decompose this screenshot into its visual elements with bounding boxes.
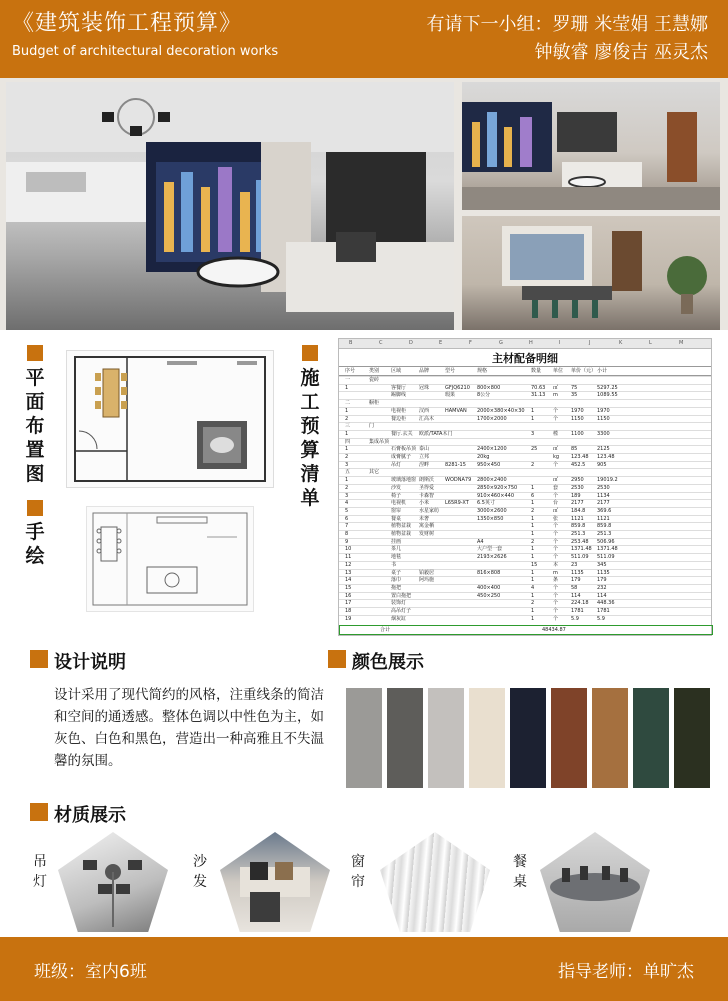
budget-cell: 5.9: [597, 615, 605, 622]
budget-cell: 电视柜: [391, 407, 407, 414]
budget-cell: 三: [345, 423, 351, 430]
budget-cell: 樘: [553, 430, 559, 437]
budget-row-divider: [339, 438, 711, 439]
budget-cell: 910×460×440: [477, 492, 515, 499]
budget-cell: 25: [531, 446, 538, 453]
budget-cell: 植物盆栽: [391, 523, 412, 530]
design-description: 设计采用了现代简约的风格，注重线条的简洁和空间的通透感。整体色调以中性色为主，如灰色、白色和黑色，营造出一种高雅且不失温馨的氛围。: [54, 687, 324, 769]
budget-cell: 寓金栖: [419, 523, 435, 530]
budget-cell: 1970: [597, 407, 610, 414]
budget-cell: 冠珠: [419, 384, 430, 391]
budget-cell: 179: [571, 577, 581, 584]
budget-cell: 7: [345, 523, 349, 530]
budget-cell: 184.8: [571, 507, 586, 514]
material-label-chandelier: 吊灯: [33, 854, 47, 890]
budget-cell: 未奢: [419, 515, 430, 522]
budget-cell: L65R9-XT: [445, 500, 469, 507]
budget-section-label: 施工预算清单: [300, 367, 320, 509]
budget-cell: 立邦: [419, 454, 430, 460]
budget-cell: 泰山: [419, 446, 430, 453]
design-section-marker: [30, 650, 48, 668]
budget-cell: 拖把: [391, 584, 402, 591]
hand-drawing-section-label: 手绘: [25, 521, 45, 567]
budget-cell: 餐边柜: [391, 415, 407, 422]
budget-cell: ㎡: [553, 507, 559, 514]
budget-cell: 251.3: [597, 531, 612, 537]
budget-cell: 13: [345, 569, 352, 576]
budget-cell: 个: [553, 531, 559, 537]
poster-title: 《建筑装饰工程预算》: [12, 11, 243, 36]
budget-cell: 114: [571, 592, 581, 599]
budget-cell: 个: [553, 461, 559, 468]
budget-cell: 1781: [597, 608, 610, 614]
group-members-line2: 钟敏睿 廖俊吉 巫灵杰: [534, 42, 708, 63]
budget-cell: kg: [553, 454, 560, 460]
budget-cell: 本: [553, 561, 559, 568]
budget-cell: 2177: [571, 500, 584, 507]
total-label: 合计: [380, 627, 391, 633]
budget-cell: 1: [345, 384, 349, 391]
budget-cell: 2400×1200: [477, 446, 507, 453]
spreadsheet-column-letter: M: [679, 340, 684, 346]
budget-cell: 1: [531, 546, 535, 553]
budget-cell: 1: [531, 415, 535, 422]
budget-cell: 9: [345, 538, 349, 545]
material-section-marker: [30, 803, 48, 821]
budget-cell: 2: [345, 484, 349, 491]
budget-cell: ㎡: [553, 446, 559, 453]
budget-cell: 8公分: [477, 392, 491, 399]
budget-cell: 一: [345, 377, 351, 383]
spreadsheet-column-letter: K: [619, 340, 623, 346]
spreadsheet-column-letter: F: [469, 340, 472, 346]
budget-cell: 950×450: [477, 461, 501, 468]
budget-cell: 511.09: [571, 554, 589, 561]
budget-cell: 189: [571, 492, 581, 499]
budget-header-cell: 规格: [477, 368, 488, 374]
budget-cell: 1: [531, 569, 535, 576]
budget-cell: 装饰灯: [391, 600, 407, 607]
budget-cell: 3: [345, 461, 349, 468]
budget-cell: 17: [345, 600, 352, 607]
budget-header-cell: 区域: [391, 368, 402, 374]
budget-cell: 2193×2626: [477, 554, 507, 561]
budget-cell: 1781: [571, 608, 584, 614]
budget-cell: 落巾: [391, 577, 402, 584]
budget-cell: 506.96: [597, 538, 615, 545]
budget-cell: 85: [571, 446, 578, 453]
budget-cell: 朗斯沃: [419, 477, 435, 484]
budget-cell: 179: [597, 577, 607, 584]
budget-cell: 1: [531, 577, 535, 584]
budget-cell: 6.5英寸: [477, 500, 495, 507]
budget-cell: 二: [345, 400, 351, 407]
budget-cell: 瑕果: [445, 392, 456, 399]
chandelier-material-image: [58, 832, 168, 932]
budget-cell: 2: [531, 600, 535, 607]
budget-cell: 3300: [597, 430, 610, 437]
budget-cell: 2530: [597, 484, 610, 491]
budget-cell: 1: [531, 407, 535, 414]
budget-cell: 挂画: [391, 538, 402, 545]
color-swatch: [551, 688, 587, 788]
budget-cell: 1089.55: [597, 392, 618, 399]
budget-cell: 1150: [571, 415, 584, 422]
budget-cell: 35: [571, 392, 578, 399]
budget-cell: 1: [531, 515, 535, 522]
budget-cell: 个: [553, 523, 559, 530]
budget-cell: 个: [553, 615, 559, 622]
budget-cell: 1134: [597, 492, 610, 499]
budget-cell: 452.5: [571, 461, 586, 468]
total-value: 48434.87: [542, 627, 566, 633]
sofa-material-image: [220, 832, 330, 932]
budget-cell: 1: [531, 554, 535, 561]
material-label-curtain: 窗帘: [351, 854, 365, 890]
budget-cell: 大户型一套: [477, 546, 503, 553]
budget-table-title: 主材配备明细: [492, 352, 558, 365]
budget-cell: 石膏板吊顶: [391, 446, 417, 453]
budget-cell: 条: [553, 577, 559, 584]
color-swatch: [674, 688, 710, 788]
budget-row-divider: [339, 422, 711, 423]
color-swatch: [346, 688, 382, 788]
spreadsheet-column-header: [339, 339, 711, 349]
budget-cell: 10: [345, 546, 352, 553]
budget-cell: 15: [531, 561, 538, 568]
budget-cell: 511.09: [597, 554, 615, 561]
budget-row-divider: [339, 399, 711, 400]
spreadsheet-column-letter: G: [499, 340, 503, 346]
budget-cell: 张: [553, 515, 559, 522]
design-section-title: 设计说明: [54, 652, 126, 673]
budget-cell: 电视机: [391, 500, 407, 507]
teacher-info: 指导老师：单旷杰: [558, 962, 694, 982]
budget-cell: 1: [531, 531, 535, 537]
budget-cell: 客餐厅: [391, 384, 407, 391]
class-info: 班级：室内6班: [34, 962, 147, 982]
budget-cell: 个: [553, 600, 559, 607]
budget-cell: 1371.48: [571, 546, 592, 553]
material-label-sofa: 沙发: [193, 854, 207, 890]
budget-cell: 发财树: [419, 531, 435, 537]
budget-cell: 18: [345, 608, 352, 614]
budget-cell: 1: [345, 430, 349, 437]
budget-cell: 小米: [419, 500, 430, 507]
budget-cell: 3: [345, 492, 349, 499]
budget-cell: 1150: [597, 415, 610, 422]
budget-cell: 70.63: [531, 384, 546, 391]
budget-cell: 1: [531, 523, 535, 530]
budget-cell: 1100: [571, 430, 584, 437]
budget-cell: 2: [531, 461, 535, 468]
budget-cell: m: [553, 392, 558, 399]
budget-cell: 阿玛施: [419, 577, 435, 584]
budget-cell: 1700×2000: [477, 415, 507, 422]
budget-cell: 踢脚线: [391, 392, 407, 399]
budget-spreadsheet: [338, 338, 712, 636]
budget-cell: 251.3: [571, 531, 586, 537]
budget-cell: 2: [531, 538, 535, 545]
color-swatch: [592, 688, 628, 788]
budget-cell: 2: [345, 454, 349, 460]
color-swatch: [387, 688, 423, 788]
budget-cell: 1: [345, 446, 349, 453]
budget-cell: 1970: [571, 407, 584, 414]
budget-total-row: [339, 625, 713, 635]
spreadsheet-column-letter: C: [379, 340, 383, 346]
budget-cell: 2125: [597, 446, 610, 453]
budget-cell: 31.13: [531, 392, 546, 399]
budget-cell: 烟灰缸: [391, 615, 407, 622]
budget-cell: 253.48: [571, 538, 589, 545]
budget-cell: 个: [553, 592, 559, 599]
budget-cell: ㎡: [553, 477, 559, 484]
budget-cell: 450×250: [477, 592, 501, 599]
budget-cell: 1371.48: [597, 546, 618, 553]
color-swatch: [428, 688, 464, 788]
hand-drawing-section-marker: [27, 500, 43, 516]
budget-cell: 905: [597, 461, 607, 468]
budget-header-cell: 类别: [369, 368, 380, 374]
color-section-marker: [328, 650, 346, 668]
color-swatch: [469, 688, 505, 788]
budget-cell: 椅子: [391, 492, 402, 499]
budget-cell: 123.48: [597, 454, 615, 460]
budget-cell: 8281-15: [445, 461, 466, 468]
budget-cell: 2950: [571, 477, 584, 484]
budget-cell: 地毯: [391, 554, 402, 561]
living-room-render-main: [6, 82, 454, 330]
budget-cell: 1135: [571, 569, 584, 576]
budget-cell: 个: [553, 554, 559, 561]
budget-cell: 800×800: [477, 384, 501, 391]
budget-cell: 345: [597, 561, 607, 568]
budget-cell: 4: [531, 584, 535, 591]
dining-room-render: [462, 216, 720, 330]
budget-cell: 个: [553, 608, 559, 614]
budget-cell: 汉西: [419, 407, 430, 414]
budget-cell: 餐厅.玄关: [391, 430, 413, 437]
hand-drawn-plan: [86, 506, 254, 612]
spreadsheet-column-letter: E: [439, 340, 443, 346]
material-section-title: 材质展示: [54, 805, 126, 826]
budget-cell: GFJQ6210: [445, 384, 470, 391]
budget-cell: 置白拖把: [391, 592, 412, 599]
spreadsheet-column-letter: I: [559, 340, 561, 346]
budget-cell: 232: [597, 584, 607, 591]
budget-cell: 16: [345, 592, 352, 599]
budget-cell: 859.8: [597, 523, 612, 530]
budget-cell: 448.36: [597, 600, 615, 607]
budget-cell: 224.18: [571, 600, 589, 607]
budget-cell: 123.48: [571, 454, 589, 460]
budget-cell: 2: [345, 415, 349, 422]
budget-cell: 套: [553, 484, 559, 491]
budget-cell: 个: [553, 546, 559, 553]
budget-cell: 铂毅居: [419, 569, 435, 576]
budget-header-cell: 单位: [553, 368, 564, 374]
budget-cell: 窗帘: [391, 507, 402, 514]
group-members-line1: 有请下一小组：罗珊 米莹娟 王慧娜: [426, 14, 708, 35]
budget-cell: 12: [345, 561, 352, 568]
budget-cell: 茶几: [391, 546, 402, 553]
spreadsheet-column-letter: J: [589, 340, 591, 346]
budget-cell: 集成吊顶: [369, 438, 390, 445]
budget-table-header: [339, 366, 711, 376]
color-swatch: [633, 688, 669, 788]
color-section-title: 颜色展示: [352, 652, 424, 673]
budget-cell: 1: [531, 608, 535, 614]
living-room-render-wide: [462, 82, 720, 210]
budget-cell: 859.8: [571, 523, 586, 530]
budget-cell: 玻璃落地窗: [391, 477, 417, 484]
budget-cell: 圣得爱: [419, 484, 435, 491]
budget-cell: 369.6: [597, 507, 612, 514]
budget-cell: 114: [597, 592, 607, 599]
budget-cell: 6: [531, 492, 535, 499]
budget-cell: 1350×850: [477, 515, 504, 522]
budget-cell: 植物盆栽: [391, 531, 412, 537]
color-swatch: [510, 688, 546, 788]
budget-cell: 沙发: [391, 484, 402, 491]
budget-cell: 台: [553, 500, 559, 507]
budget-cell: 餐桌: [391, 515, 402, 522]
budget-header-cell: 序号: [345, 368, 356, 374]
budget-row-divider: [339, 468, 711, 469]
budget-cell: 11: [345, 554, 352, 561]
budget-cell: 涅畔: [419, 461, 430, 468]
budget-cell: 欧派/TATA木门: [419, 430, 453, 437]
budget-cell: m: [553, 569, 558, 576]
budget-cell: 5297.25: [597, 384, 618, 391]
budget-cell: 五: [345, 469, 351, 476]
budget-cell: 1: [531, 500, 535, 507]
dining-table-material-image: [540, 832, 650, 932]
spreadsheet-column-letter: L: [649, 340, 652, 346]
budget-cell: 高吊灯子: [391, 608, 412, 614]
budget-cell: 门: [369, 423, 375, 430]
budget-cell: 1: [531, 615, 535, 622]
budget-cell: 成膏腻子: [391, 454, 412, 460]
budget-header-cell: 小计: [597, 368, 608, 374]
budget-cell: 书: [391, 561, 397, 568]
floor-plan-drawing: [66, 350, 274, 488]
budget-cell: 其它: [369, 469, 380, 476]
budget-cell: 1: [531, 484, 535, 491]
budget-cell: 6: [345, 515, 349, 522]
budget-cell: 3: [531, 430, 535, 437]
budget-cell: 吊灯: [391, 461, 402, 468]
budget-cell: 75: [571, 384, 578, 391]
spreadsheet-column-letter: D: [409, 340, 413, 346]
budget-cell: 瓷砖: [369, 377, 380, 383]
budget-cell: 个: [553, 584, 559, 591]
budget-cell: 个: [553, 492, 559, 499]
material-label-dining-table: 餐桌: [513, 854, 527, 890]
spreadsheet-column-letter: B: [349, 340, 353, 346]
budget-cell: 水星家纺: [419, 507, 440, 514]
budget-cell: 14: [345, 577, 352, 584]
budget-header-cell: 数量: [531, 368, 542, 374]
budget-cell: 卡森智: [419, 492, 435, 499]
budget-cell: 2530: [571, 484, 584, 491]
budget-cell: 1: [531, 592, 535, 599]
budget-cell: 816×808: [477, 569, 501, 576]
budget-cell: 2177: [597, 500, 610, 507]
plan-section-label: 平面布置图: [25, 367, 45, 485]
budget-cell: 1121: [597, 515, 610, 522]
budget-cell: 汇高木: [419, 415, 435, 422]
plan-section-marker: [27, 345, 43, 361]
budget-cell: 2000×380×40×30: [477, 407, 525, 414]
budget-cell: 1: [345, 407, 349, 414]
budget-cell: 5: [345, 507, 349, 514]
curtain-material-image: [380, 832, 490, 932]
budget-cell: 5.9: [571, 615, 579, 622]
budget-cell: 四: [345, 438, 351, 445]
budget-cell: 个: [553, 407, 559, 414]
budget-cell: ㎡: [553, 384, 559, 391]
budget-cell: 橱柜: [369, 400, 380, 407]
spreadsheet-column-letter: H: [529, 340, 533, 346]
budget-cell: 19: [345, 615, 352, 622]
budget-cell: 400×400: [477, 584, 501, 591]
budget-cell: HAMVAN: [445, 407, 467, 414]
budget-cell: 58: [571, 584, 578, 591]
budget-cell: 1135: [597, 569, 610, 576]
budget-cell: 20kg: [477, 454, 490, 460]
budget-header-cell: 型号: [445, 368, 456, 374]
budget-cell: 23: [571, 561, 578, 568]
budget-cell: A4: [477, 538, 484, 545]
budget-cell: 2: [531, 507, 535, 514]
budget-cell: 4: [345, 500, 349, 507]
budget-section-marker: [302, 345, 318, 361]
budget-cell: 2800×2400: [477, 477, 507, 484]
budget-cell: 3000×2600: [477, 507, 507, 514]
budget-header-cell: 品牌: [419, 368, 430, 374]
budget-cell: 2850×920×750: [477, 484, 518, 491]
budget-cell: WODNA79: [445, 477, 472, 484]
poster-subtitle: Budget of architectural decoration works: [12, 44, 279, 59]
budget-cell: 个: [553, 415, 559, 422]
budget-cell: 个: [553, 538, 559, 545]
budget-row-divider: [339, 376, 711, 377]
budget-cell: 1121: [571, 515, 584, 522]
budget-header-cell: 单价（元）: [571, 368, 597, 374]
budget-cell: 桌子: [391, 569, 402, 576]
budget-cell: 1: [345, 477, 349, 484]
budget-cell: 15: [345, 584, 352, 591]
budget-cell: 19019.2: [597, 477, 618, 484]
budget-cell: 8: [345, 531, 349, 537]
